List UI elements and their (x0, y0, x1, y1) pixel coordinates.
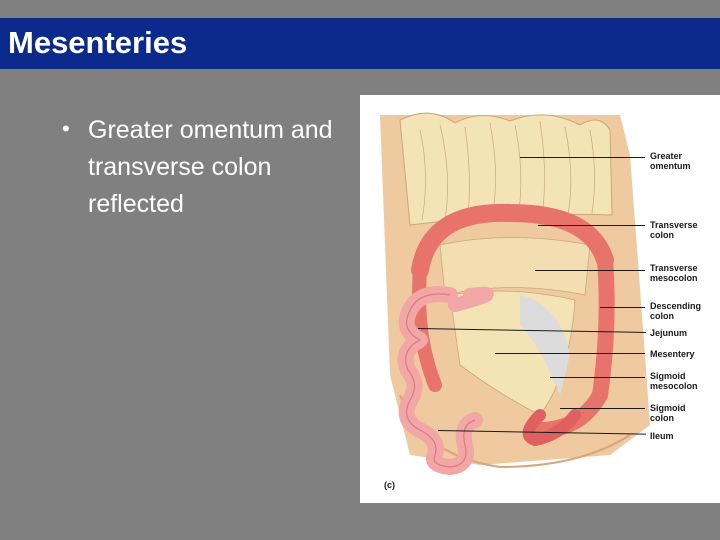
figure-tag: (c) (384, 480, 395, 490)
bullet-dot-icon: • (62, 116, 70, 141)
label-jejunum: Jejunum (650, 328, 688, 338)
label-sigmoid-colon: Sigmoid colon (650, 403, 686, 423)
leader-line-sigmoid-colon (560, 408, 645, 409)
leader-line-mesentery (495, 353, 645, 354)
anatomy-figure (360, 95, 720, 503)
leader-line-sigmoid-mesocolon (550, 377, 645, 378)
leader-line-greater-omentum (520, 157, 645, 158)
leader-line-descending-colon (600, 307, 645, 308)
bullet-item (62, 112, 362, 223)
slide-title: Mesenteries (8, 25, 188, 60)
label-ileum: Ileum (650, 431, 674, 441)
label-mesentery: Mesentery (650, 349, 695, 359)
leader-line-transverse-mesocolon (535, 270, 645, 271)
bullet-list (62, 112, 362, 223)
label-descending-colon: Descending colon (650, 301, 702, 321)
label-transverse-colon: Transverse colon (650, 220, 698, 240)
label-greater-omentum: Greater omentum (650, 151, 691, 171)
transverse-mesocolon-shape (440, 238, 590, 296)
label-transverse-mesocolon: Transverse mesocolon (650, 263, 698, 283)
leader-line-transverse-colon (538, 225, 645, 226)
label-sigmoid-mesocolon: Sigmoid mesocolon (650, 371, 698, 391)
bullet-text: Greater omentum and transverse colon reflected (88, 116, 333, 218)
